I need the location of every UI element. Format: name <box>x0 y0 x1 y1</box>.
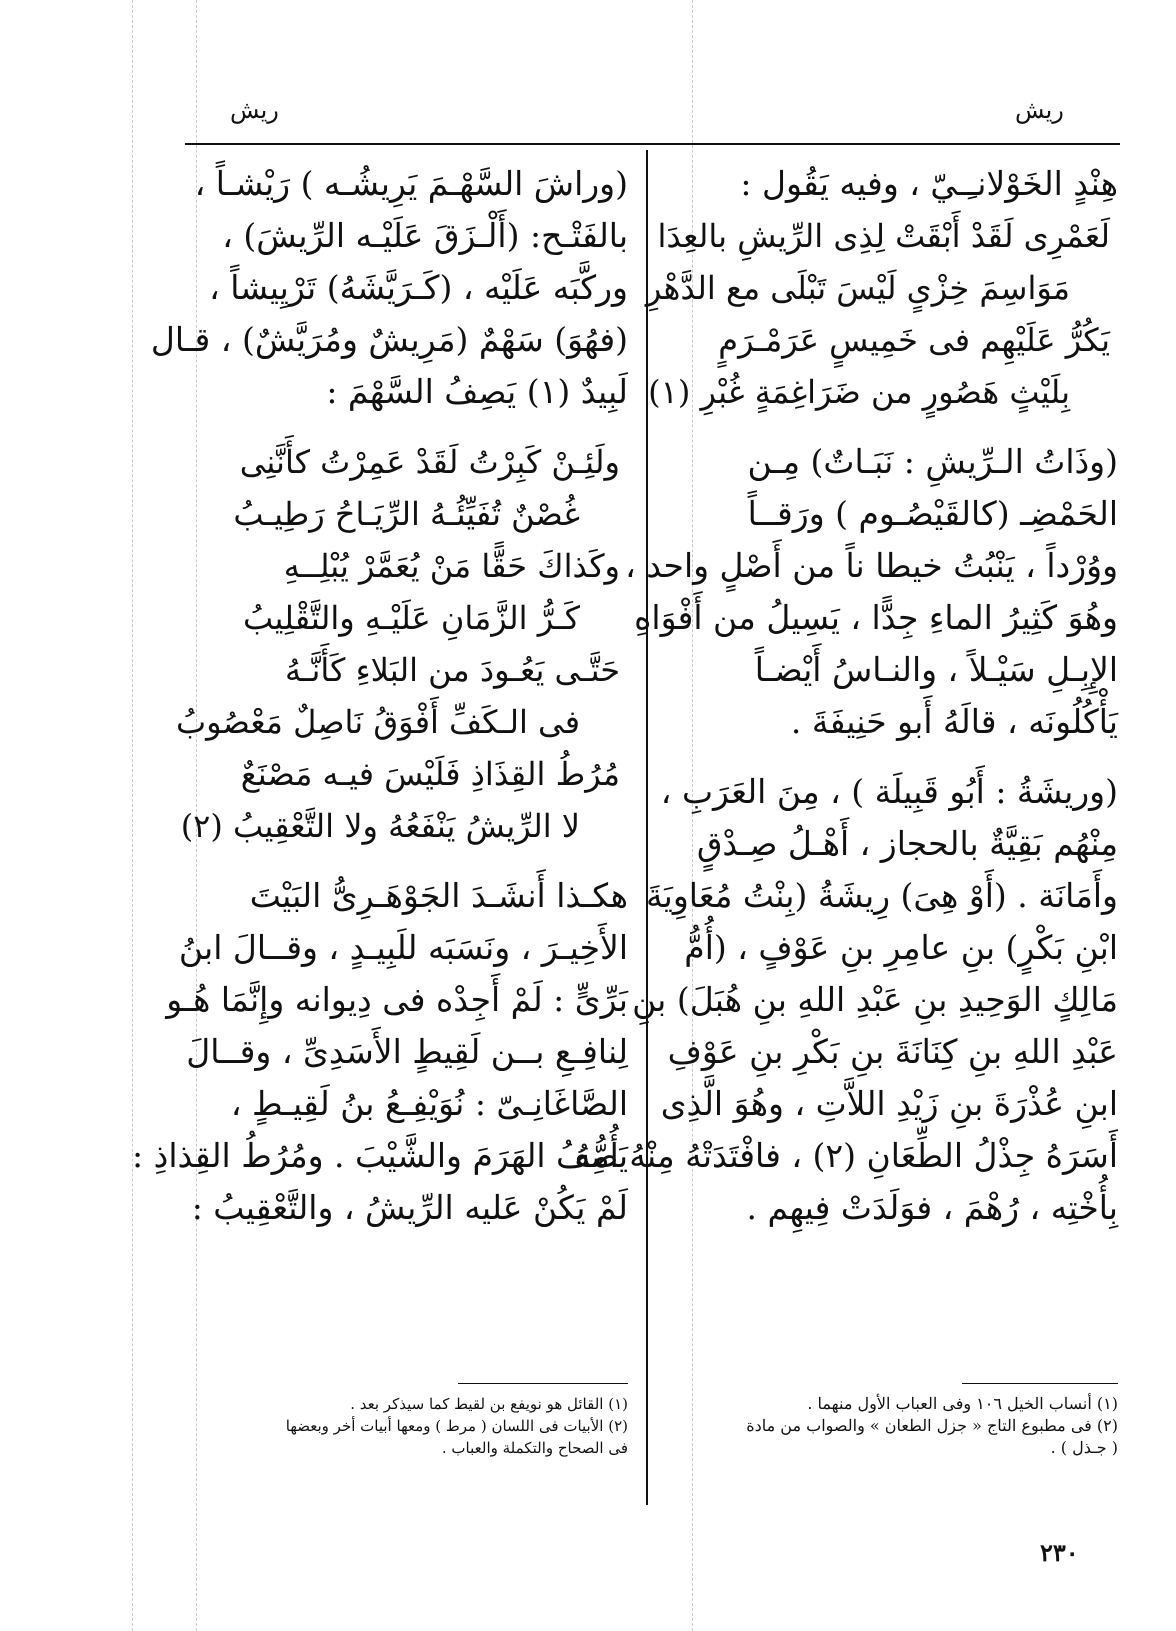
text-line: يَأْكُلُونَه ، قالَهُ أَبو حَنِيفَةَ . <box>790 702 1118 741</box>
footnote-continuation: فى الصحاح والتكملة والعباب . <box>441 1439 628 1457</box>
text-line: بِأُخْتِه ، رُهْمَ ، فوَلَدَتْ فِيهِم . <box>746 1188 1118 1227</box>
text-line: الإِبِـلِ سَيْـلاً ، والنـاسُ أَيْضـاً <box>754 650 1118 689</box>
text-line: بالفَتْـح: (أَلْـزَقَ عَلَيْـه الرِّيشَ) ، <box>222 216 628 255</box>
text-line: لَمْ يَكُنْ عَليه الرِّيشُ ، والتَّعْقِيبُ : <box>191 1188 628 1227</box>
text-line: وركَّبَه عَلَيْه ، (كَـرَيَّشَهُ) تَرْيِيشاً ، <box>209 268 628 307</box>
text-line: ابْنِ بَكْرٍ) بنِ عامِرِ بنِ عَوْفٍ ، (أُمُّ <box>684 928 1118 967</box>
text-line: ابنِ عُذْرَةَ بنِ زَيْدِ اللاَّتِ ، وهُوَ الَّذِى <box>660 1084 1118 1123</box>
verse-hemistich: كَـرُّ الزَّمَانِ عَلَيْـهِ والتَّقْلِيبُ <box>243 599 580 637</box>
footnote: (٢) فى مطبوع التاج « جزل الطعان » والصواب من مادة <box>746 1416 1118 1435</box>
footnote: (١) القائل هو نويفع بن لقيط كما سيذكر بعد . <box>350 1395 628 1413</box>
footnote: (١) أنساب الخيل ١٠٦ وفى العباب الأول منهما . <box>807 1394 1118 1413</box>
running-header-right: ريش <box>1015 96 1064 124</box>
text-line: عَبْدِ اللهِ بنِ كِنَانَةَ بنِ بَكْرِ بنِ عَوْفِ <box>667 1032 1118 1071</box>
text-line: لَبِيدٌ (١) يَصِفُ السَّهْمَ : <box>326 372 628 411</box>
text-line: أَسَرَهُ جِذْلُ الطِّعَانِ (٢) ، فافْتَدَتْهُ مِنْهُ أُمُّهُ <box>574 1136 1118 1175</box>
verse-hemistich: لا الرِّيشُ يَنْفَعُهُ ولا التَّعْقِيبُ (٢) <box>180 807 580 845</box>
text-line: الصَّاغَانِـىّ : نُوَيْفِـعُ بنُ لَقِيـطٍ ، <box>230 1084 628 1123</box>
scan-guide-line <box>132 0 133 1631</box>
text-line: وهُوَ كَثِيرُ الماءِ جِدًّا ، يَسِيلُ من أَفْوَاهِ <box>634 598 1118 637</box>
text-line: (وذَاتُ الـرِّيشِ : نَبَـاتٌ) مِـن <box>747 442 1118 481</box>
text-line: مِنْهُم بَقِيَّةٌ بالحجاز ، أَهْـلُ صِـدْقٍ <box>696 824 1118 863</box>
footnote-rule-left <box>458 1383 628 1384</box>
footnotes-right <box>680 1393 1118 1459</box>
verse-hemistich: فى الـكَفِّ أَفْوَقُ نَاصِلٌ مَعْصُوبُ <box>175 703 580 741</box>
header-rule <box>185 143 1120 145</box>
running-header-left: ريش <box>230 96 279 124</box>
text-line: لِنافِـعِ بــن لَقِيطٍ الأَسَدِىِّ ، وقــالَ <box>186 1032 628 1071</box>
left-column-text <box>132 158 628 1234</box>
text-line: هكـذا أَنشَـدَ الجَوْهَـرِىُّ البَيْتَ <box>249 876 628 915</box>
page-number: ٢٣٠ <box>1040 1538 1079 1567</box>
text-line: الحَمْضِـ (كالقَيْصُـوم ) ورَقــاً <box>747 494 1118 533</box>
text-line: (وريشَةُ : أَبُو قَبِيلَة ) ، مِنَ العَرَبِ ، <box>660 772 1118 811</box>
verse-hemistich: لَعَمْرِى لَقَدْ أَبْقَتْ لِذِى الرِّيشِ بالعِدَا <box>657 217 1110 255</box>
text-line: ووُرْداً ، يَنْبُتُ خيطا ناً من أَصْلٍ واحد ، <box>625 546 1118 585</box>
verse-hemistich: غُصْنٌ تُفَيِّئُـهُ الرِّيَـاحُ رَطِيـبُ <box>233 495 580 533</box>
verse-hemistich: مُرُطُ القِذَاذِ فَلَيْسَ فيـه مَصْنَعٌ <box>240 755 620 793</box>
footnote: (٢) الأبيات فى اللسان ( مرط ) ومعها أبيات أخر وبعضها <box>285 1417 628 1435</box>
verse-hemistich: بِلَيْثٍ هَصُورٍ من ضَرَاغِمَةٍ غُبْرِ (١) <box>648 373 1070 411</box>
paragraph-gap <box>680 418 1118 436</box>
verse-hemistich: وكَذاكَ حَقًّا مَنْ يُعَمَّرْ يُبْلِــهِ <box>283 547 620 585</box>
verse-hemistich: مَوَاسِمَ خِزْىٍ لَيْسَ تَبْلَى مع الدَّهْرِ <box>645 269 1070 307</box>
text-line: مَالِكٍ الوَحِيدِ بنِ عَبْدِ اللهِ بنِ هُبَلَ) بنِ <box>632 980 1118 1019</box>
text-line: الأَخِيـرَ ، ونَسَبَه للَبِيـدٍ ، وقــالَ ابنُ <box>178 928 628 967</box>
verse-hemistich: يَكُرُّ عَلَيْهِم فى خَمِيسٍ عَرَمْـرَمٍ <box>718 321 1110 359</box>
right-column-text <box>574 158 1118 1234</box>
paragraph-gap <box>176 418 628 436</box>
verse-hemistich: ولَئِـنْ كَبِرْتُ لَقَدْ عَمِرْتُ كأَنَّنِى <box>239 443 620 481</box>
footnote-continuation: ( جـذل ) . <box>1050 1438 1118 1457</box>
paragraph-gap <box>176 852 628 870</box>
text-line: بَرِّىٍّ : لَمْ أَجِدْه فى دِيوانه وإِنَّمَا هُـو <box>166 980 628 1019</box>
verse-hemistich: حَتَّـى يَعُـودَ من البَلاءِ كَأَنَّـهُ <box>284 651 620 689</box>
text-line: وأَمَانَة . (أَوْ هِىَ) رِيشَةُ (بِنْتُ مُعَاوِيَةَ <box>645 876 1118 915</box>
column-divider <box>646 150 648 1505</box>
text-line: هِنْدٍ الخَوْلانـِـيّ ، وفيه يَقُول : <box>740 164 1118 203</box>
text-line: (وراشَ السَّهْـمَ يَرِيشُـه ) رَيْشـاً ، <box>194 164 628 203</box>
footnotes-left <box>176 1393 628 1459</box>
text-line: يَصِفُ الهَرَمَ والشَّيْبَ . ومُرُطُ القِذاذِ : <box>132 1136 628 1175</box>
paragraph-gap <box>680 748 1118 766</box>
footnote-rule-right <box>962 1383 1118 1384</box>
text-line: (فهُوَ) سَهْمٌ (مَرِيشٌ ومُرَيَّشٌ) ، قـال <box>150 320 628 359</box>
